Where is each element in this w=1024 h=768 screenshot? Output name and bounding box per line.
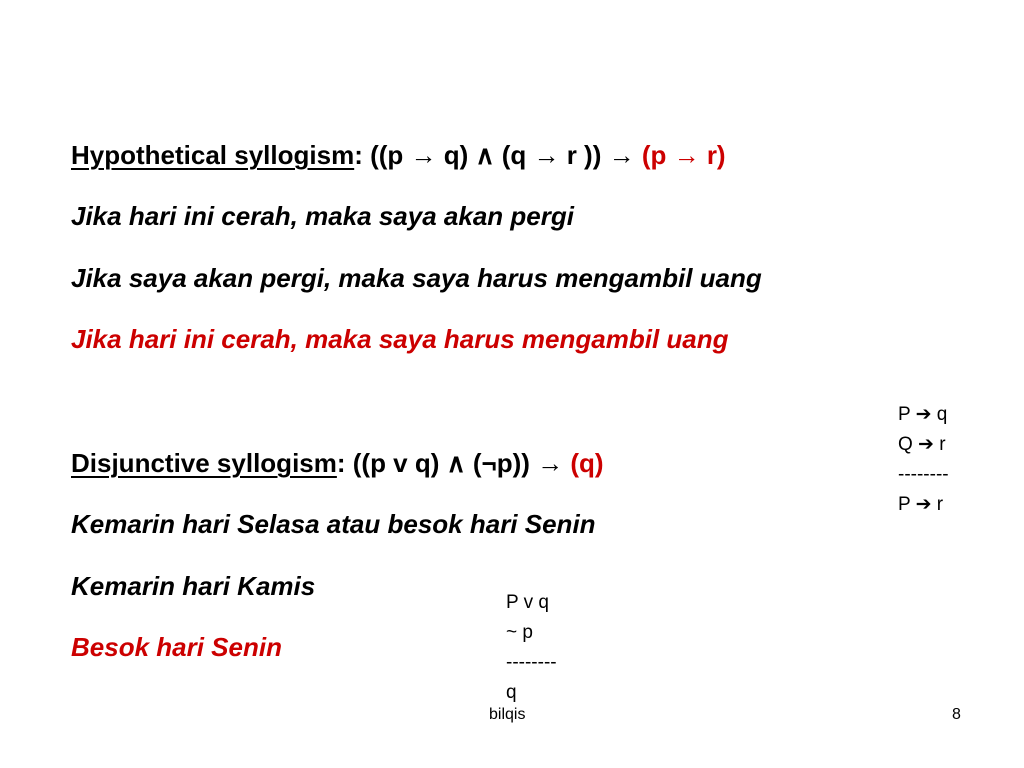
side-note-line: P ➔ r: [898, 494, 944, 515]
disjunctive-term: Disjunctive syllogism: [71, 448, 337, 478]
side-note-line: ~ p: [506, 622, 533, 643]
disjunctive-premise-2: Kemarin hari Kamis: [71, 571, 316, 601]
disjunctive-formula: : ((p v q) ∧ (¬p)) →: [336, 448, 571, 478]
hypothetical-formula-result: (p → r): [641, 140, 726, 170]
disjunctive-conclusion: Besok hari Senin: [71, 632, 282, 662]
hypothetical-side-note: [898, 400, 949, 520]
footer-author: bilqis: [489, 706, 526, 723]
side-note-line: P ➔ q: [898, 404, 948, 425]
disjunctive-formula-result: (q): [570, 448, 604, 478]
page-number: 8: [952, 706, 961, 723]
disjunctive-side-note: [506, 588, 557, 708]
side-note-divider: --------: [898, 464, 949, 485]
disjunctive-heading: [71, 448, 604, 478]
side-note-divider: --------: [506, 652, 557, 673]
hypothetical-formula: : ((p → q) ∧ (q → r )) →: [354, 140, 642, 170]
hypothetical-premise-2: Jika saya akan pergi, maka saya harus mengambil uang: [71, 263, 762, 293]
side-note-line: q: [506, 682, 517, 703]
hypothetical-term: Hypothetical syllogism: [71, 140, 355, 170]
hypothetical-heading: [71, 140, 726, 170]
hypothetical-premise-1: Jika hari ini cerah, maka saya akan pergi: [71, 201, 574, 231]
side-note-line: Q ➔ r: [898, 434, 946, 455]
side-note-line: P v q: [506, 592, 549, 613]
hypothetical-conclusion: Jika hari ini cerah, maka saya harus mengambil uang: [71, 324, 729, 354]
disjunctive-premise-1: Kemarin hari Selasa atau besok hari Senin: [71, 509, 596, 539]
